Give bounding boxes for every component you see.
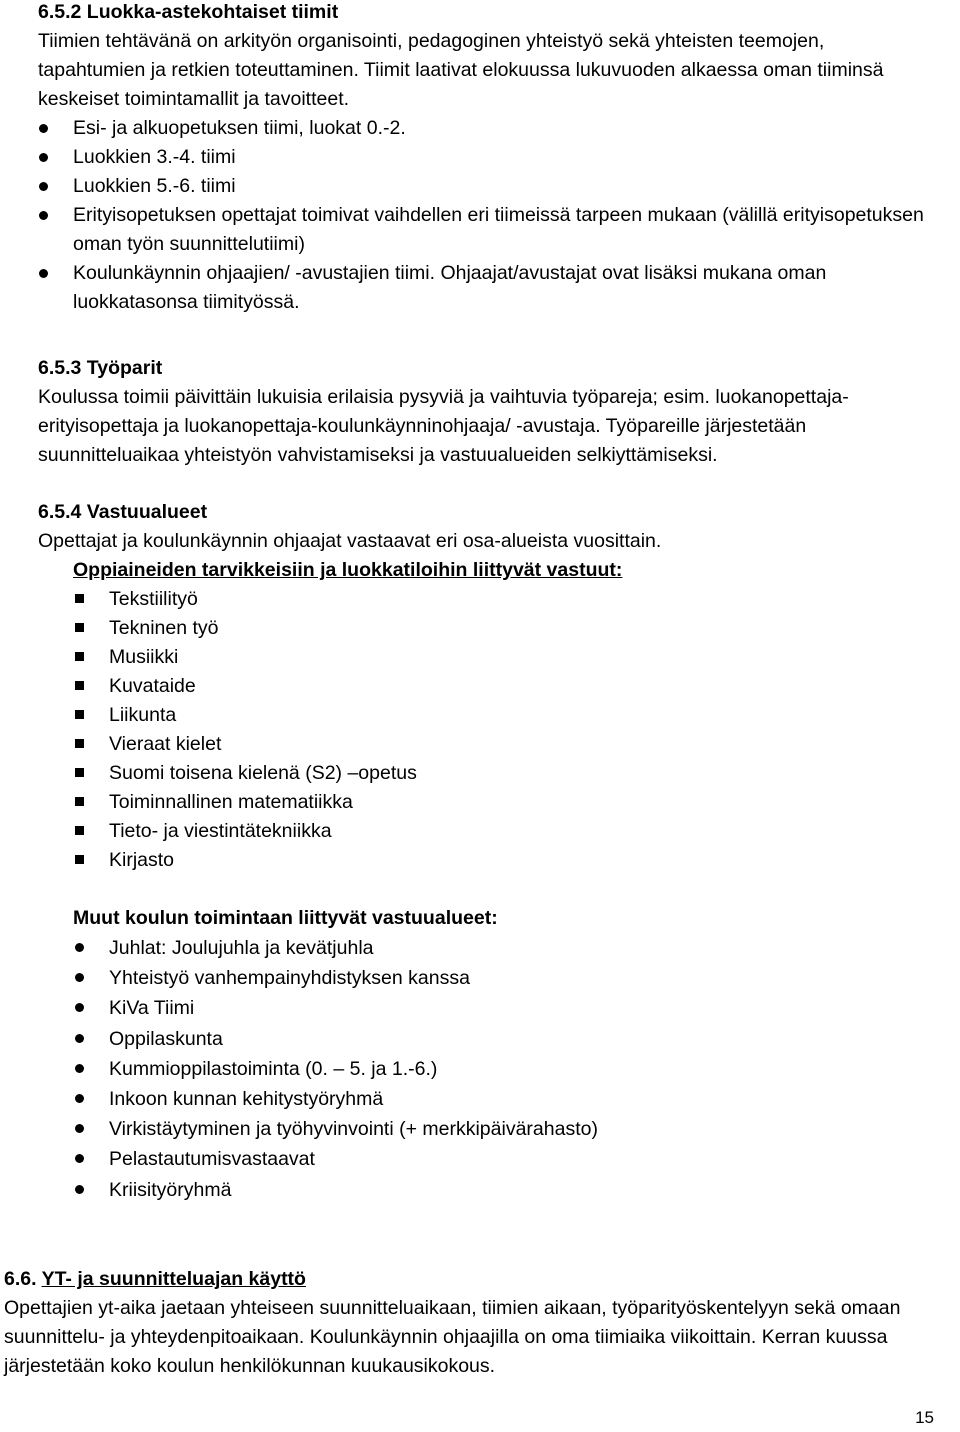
other-responsibilities xyxy=(73,904,936,1205)
section-6-5-3 xyxy=(38,354,936,470)
section-title xyxy=(4,1265,942,1294)
list-item: Yhteistyö vanhempainyhdistyksen kanssa xyxy=(109,963,936,993)
list-item: Oppilaskunta xyxy=(109,1024,936,1054)
section-text: Koulussa toimii päivittäin lukuisia erilaisia pysyviä ja vaihtuvia työpareja; esim. luokanopettaja-erityisopettaja ja luokanopettaja-koulunkäynninohjaaja/ -avustaja. Työpareille järjestetään suunnitteluaikaa yhteistyön vahvistamiseksi ja vastuualueiden selkiyttämiseksi. xyxy=(38,386,849,466)
list-item: Luokkien 3.-4. tiimi xyxy=(73,143,930,172)
list-item: Inkoon kunnan kehitystyöryhmä xyxy=(109,1084,936,1114)
section-title: 6.5.3 Työparit xyxy=(38,357,163,379)
list-item: Kummioppilastoiminta (0. – 5. ja 1.-6.) xyxy=(109,1054,936,1084)
section-6-6 xyxy=(4,1265,942,1381)
list-item: Suomi toisena kielenä (S2) –opetus xyxy=(109,759,936,788)
section-title: 6.5.2 Luokka-astekohtaiset tiimit xyxy=(38,1,339,23)
list-item: Tekstiilityö xyxy=(109,585,936,614)
section-6-5-2 xyxy=(38,0,930,317)
list-item: Toiminnallinen matematiikka xyxy=(109,788,936,817)
list-item: Liikunta xyxy=(109,701,936,730)
list-item: Pelastautumisvastaavat xyxy=(109,1144,936,1174)
list-item: Tekninen työ xyxy=(109,614,936,643)
list-item: Koulunkäynnin ohjaajien/ -avustajien tiimi. Ohjaajat/avustajat ovat lisäksi mukana oman luokkatasonsa tiimityössä. xyxy=(73,259,930,317)
section-6-5-4 xyxy=(38,498,936,875)
list-item: Erityisopetuksen opettajat toimivat vaihdellen eri tiimeissä tarpeen mukaan (välillä erityisopetuksen oman työn suunnittelutiimi) xyxy=(73,201,930,259)
list-item: Esi- ja alkuopetuksen tiimi, luokat 0.-2. xyxy=(73,114,930,143)
list-item: Musiikki xyxy=(109,643,936,672)
list-item: Juhlat: Joulujuhla ja kevätjuhla xyxy=(109,933,936,963)
section-title: 6.5.4 Vastuualueet xyxy=(38,501,208,523)
list-item: Kuvataide xyxy=(109,672,936,701)
subjects-list xyxy=(109,585,936,875)
section-number: 6.6. xyxy=(4,1268,42,1290)
list-item: KiVa Tiimi xyxy=(109,993,936,1023)
subjects-heading: Oppiaineiden tarvikkeisiin ja luokkatiloihin liittyvät vastuut: xyxy=(73,559,623,581)
section-text: Opettajat ja koulunkäynnin ohjaajat vastaavat eri osa-alueista vuosittain. xyxy=(38,530,662,552)
page-number: 15 xyxy=(915,1408,934,1427)
list-item: Luokkien 5.-6. tiimi xyxy=(73,172,930,201)
list-item: Virkistäytyminen ja työhyvinvointi (+ merkkipäivärahasto) xyxy=(109,1114,936,1144)
list-item: Kirjasto xyxy=(109,846,936,875)
list-item: Tieto- ja viestintätekniikka xyxy=(109,817,936,846)
team-list xyxy=(73,114,930,317)
list-item: Vieraat kielet xyxy=(109,730,936,759)
section-text: Opettajien yt-aika jaetaan yhteiseen suunnitteluaikaan, tiimien aikaan, työparityöskentelyyn sekä omaan suunnittelu- ja yhteydenpitoaikaan. Koulunkäynnin ohjaajilla on oma tiimiaika viikoittain. Kerran kuussa järjestetään koko koulun henkilökunnan kuukausikokous. xyxy=(4,1297,901,1377)
section-title-text: YT- ja suunnitteluajan käyttö xyxy=(41,1268,306,1290)
list-item: Kriisityöryhmä xyxy=(109,1175,936,1205)
other-list xyxy=(109,933,936,1205)
other-heading: Muut koulun toimintaan liittyvät vastuualueet: xyxy=(73,907,498,929)
section-text: Tiimien tehtävänä on arkityön organisointi, pedagoginen yhteistyö sekä yhteisten teemojen, tapahtumien ja retkien toteuttaminen. Tiimit laativat elokuussa lukuvuoden alkaessa oman tiiminsä keskeiset toimintamallit ja tavoitteet. xyxy=(38,30,884,110)
